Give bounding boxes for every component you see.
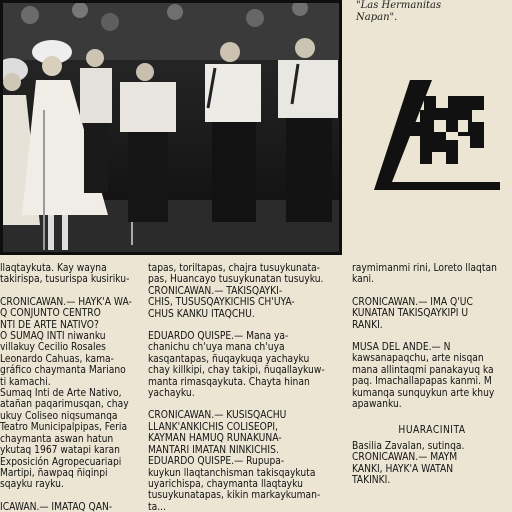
text-line: CHUS KANKU ITAQCHU.: [148, 308, 255, 320]
text-line: kani.: [352, 274, 375, 286]
text-line: chaymanta aswan hatun: [0, 433, 114, 445]
text-line: ukuy Coliseo niqsumanqa: [0, 410, 118, 422]
chakana-logo: [372, 78, 506, 196]
text-line: EDUARDO QUISPE.— Mana ya-: [148, 331, 289, 343]
text-line: kasqantapas, ñuqaykuqa yachayku: [148, 353, 310, 365]
text-line: pas, Huancayo tusuykunatan tusuyku.: [148, 274, 324, 286]
text-line: KUNATAN TAKISQAYKIPI U: [352, 308, 469, 320]
text-line: MANTARI IMATAN NINKICHIS.: [148, 444, 279, 456]
text-line: CRONICAWAN.— MAYM: [352, 452, 458, 464]
text-line: apawanku.: [352, 399, 402, 411]
text-line: chanichu ch'uya mana ch'uya: [148, 342, 285, 354]
text-line: chay killkipi, chay takipi, ñuqallaykuw-: [148, 365, 325, 377]
text-line: uyarichispa, chaymanta llaqtayku: [148, 478, 303, 490]
text-line: KANKI, HAYK'A WATAN: [352, 463, 454, 475]
text-line: kuykun llaqtanchisman takisqaykuta: [148, 467, 316, 479]
text-line: CRONICAWAN.— KUSISQACHU: [148, 410, 287, 422]
text-line: llaqtaykuta. Kay wayna: [0, 263, 107, 274]
text-line: Exposición Agropecuariapi: [0, 456, 122, 468]
text-line: tapas, toriltapas, chajra tusuykunata-: [148, 263, 320, 274]
text-line: gráfico chaymanta Mariano: [0, 365, 126, 377]
text-line: KAYMAN HAMUQ RUNAKUNA-: [148, 433, 282, 445]
caption-line: "Las Hermanitas: [356, 0, 442, 11]
musicians-photo: [0, 0, 342, 255]
text-line: mana allintaqmi panakayuq ka: [352, 364, 494, 376]
text-line: TAKINKI.: [352, 475, 391, 487]
text-line: Martipi, ñawpaq ñiqinpi: [0, 467, 108, 479]
text-line: kawsanapaqchu, arte nisqan: [352, 353, 484, 365]
text-line: CRONICAWAN.— IMA Q'UC: [352, 296, 473, 308]
text-line: ICAWAN.— IMATAQ QAN-: [0, 501, 113, 512]
text-line: MUSA DEL ANDE.— N: [352, 342, 451, 354]
text-line: Q CONJUNTO CENTRO: [0, 308, 101, 320]
text-line: paq. Imachallapapas kanmi. M: [352, 376, 492, 388]
photo-caption: [356, 0, 506, 24]
text-line: ti kamachi.: [0, 376, 51, 388]
text-line: manta rimasqaykuta. Chayta hinan: [148, 376, 310, 388]
text-line: NTI DE ARTE NATIVO?: [0, 319, 99, 331]
text-line: takirispa, tusurispa kusiriku-: [0, 274, 130, 286]
text-line: Basilia Zavalan, sutinqa.: [352, 440, 465, 452]
text-line: ta...: [148, 501, 166, 512]
text-line: EDUARDO QUISPE.— Rupupa-: [148, 456, 285, 468]
text-line: sqayku rayku.: [0, 479, 64, 491]
text-line: atañan paqarimusqan, chay: [0, 399, 129, 411]
text-line: yachayku.: [148, 388, 195, 400]
text-line: Leonardo Cahuas, kama-: [0, 353, 114, 365]
text-column-1: [0, 263, 140, 512]
text-line: raymimanmi rini, Loreto llaqtan: [352, 263, 497, 274]
text-line: Teatro Municipalpipas, Feria: [0, 422, 128, 434]
text-column-3: [352, 263, 512, 487]
text-line: ykutaq 1967 watapi karan: [0, 445, 120, 457]
photo-frame: [0, 0, 342, 255]
text-line: villakuy Cecilio Rosales: [0, 342, 106, 354]
section-heading: HUARACINITA: [398, 425, 466, 437]
text-line: O SUMAQ INTI niwanku: [0, 331, 106, 343]
text-line: CRONICAWAN.— HAYK'A WA-: [0, 296, 132, 308]
text-line: tusuykunatapas, kikin markaykuman-: [148, 490, 321, 502]
text-line: CHIS, TUSUSQAYKICHIS CH'UYA-: [148, 297, 295, 309]
caption-line: Napan".: [356, 12, 398, 23]
text-line: Sumaq Inti de Arte Nativo,: [0, 388, 122, 400]
text-line: RANKI.: [352, 319, 383, 331]
text-line: CRONICAWAN.— TAKISQAYKI-: [148, 285, 283, 297]
text-line: LLANK'ANKICHIS COLISEOPI,: [148, 421, 279, 433]
text-line: kumanqa sunquykun arte khuy: [352, 387, 495, 399]
text-column-2: [148, 263, 344, 512]
